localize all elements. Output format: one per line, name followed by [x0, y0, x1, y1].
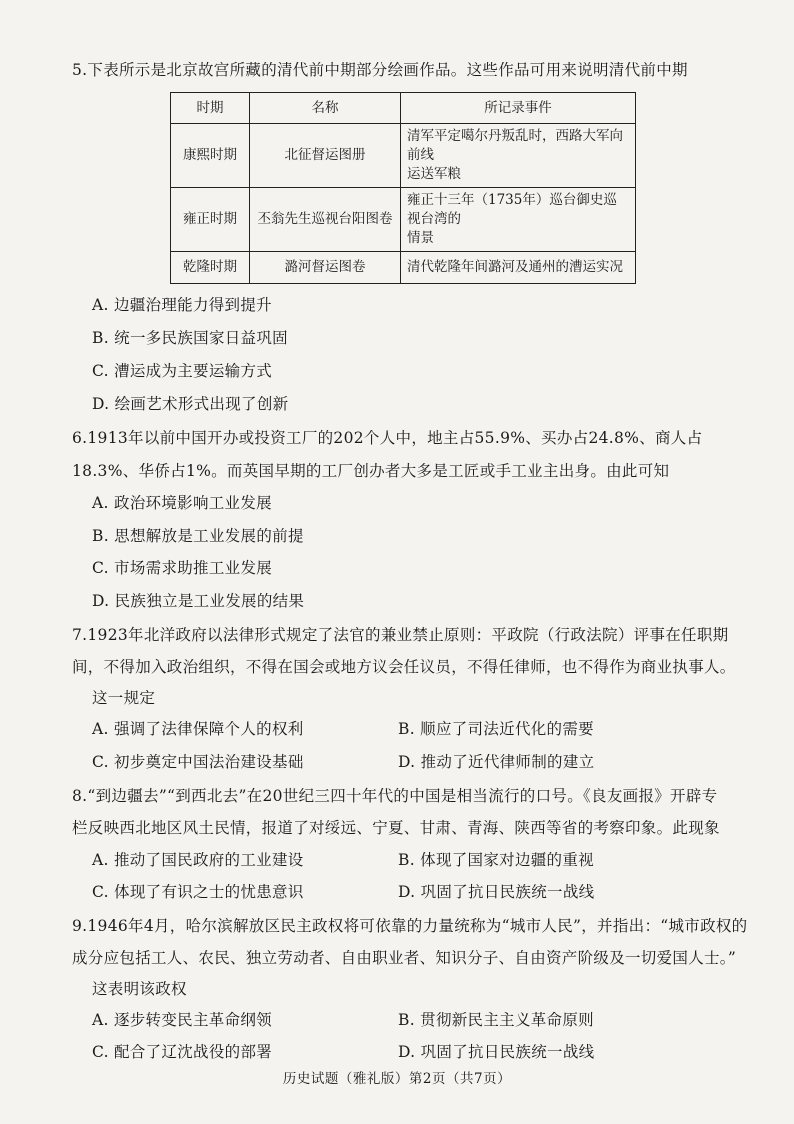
row-event-line2: 情景 — [407, 230, 434, 246]
q7-option-c: C. 初步奠定中国法治建设基础 — [92, 753, 304, 771]
q9-option-d: D. 巩固了抗日民族统一战线 — [398, 1043, 595, 1061]
q7-option-a: A. 强调了法律保障个人的权利 — [92, 720, 304, 738]
q6-stem-line2: 18.3%、华侨占1%。而英国早期的工厂创办者大多是工匠或手工业主出身。由此可知 — [72, 462, 670, 480]
q9-stem-line2: 成分应包括工人、农民、独立劳动者、自由职业者、知识分子、自由资产阶级及一切爱国人士。” — [72, 949, 737, 967]
table-header-event: 所记录事件 — [401, 93, 636, 124]
q6-option-b: B. 思想解放是工业发展的前提 — [92, 527, 304, 545]
table-header-name: 名称 — [250, 93, 401, 124]
row-event — [401, 124, 636, 188]
q5-stem: 5.下表所示是北京故宫所藏的清代前中期部分绘画作品。这些作品可用来说明清代前中期 — [72, 61, 688, 79]
q7-option-b: B. 顺应了司法近代化的需要 — [398, 720, 594, 738]
row-period: 康熙时期 — [171, 124, 250, 188]
q8-stem-line2: 栏反映西北地区风土民情，报道了对绥远、宁夏、甘肃、青海、陕西等省的考察印象。此现象 — [72, 819, 720, 837]
table-row — [171, 252, 636, 284]
q8-stem-line1: 8.“到边疆去”“到西北去”在20世纪三四十年代的中国是相当流行的口号。《良友画报》开辟专 — [72, 787, 718, 805]
q6-option-c: C. 市场需求助推工业发展 — [92, 559, 273, 577]
q7-option-d: D. 推动了近代律师制的建立 — [398, 753, 595, 771]
row-event-line1: 雍正十三年（1735年）巡台御史巡视台湾的 — [407, 192, 617, 227]
q5-option-d: D. 绘画艺术形式出现了创新 — [92, 395, 289, 413]
q9-option-b: B. 贯彻新民主主义革命原则 — [398, 1011, 594, 1029]
q5-option-c: C. 漕运成为主要运输方式 — [92, 362, 273, 380]
q5-option-b: B. 统一多民族国家日益巩固 — [92, 329, 288, 347]
q8-option-d: D. 巩固了抗日民族统一战线 — [398, 883, 595, 901]
q6-stem-line1: 6.1913年以前中国开办或投资工厂的202个人中，地主占55.9%、买办占24.8%、商人占 — [72, 429, 703, 447]
row-event: 清代乾隆年间潞河及通州的漕运实况 — [401, 252, 636, 284]
q6-option-a: A. 政治环境影响工业发展 — [92, 494, 272, 512]
q9-option-c: C. 配合了辽沈战役的部署 — [92, 1043, 273, 1061]
q5-table — [170, 92, 636, 284]
q8-option-a: A. 推动了国民政府的工业建设 — [92, 851, 304, 869]
table-header-period: 时期 — [171, 93, 250, 124]
table-row — [171, 124, 636, 188]
row-name: 北征督运图册 — [250, 124, 401, 188]
q8-option-c: C. 体现了有识之士的忧患意识 — [92, 883, 304, 901]
row-event-line2: 运送军粮 — [407, 166, 461, 182]
q9-option-a: A. 逐步转变民主革命纲领 — [92, 1011, 272, 1029]
page-footer: 历史试题（雅礼版）第2页（共7页） — [282, 1071, 512, 1087]
q9-stem-line1: 9.1946年4月，哈尔滨解放区民主政权将可依靠的力量统称为“城市人民”，并指出：“城市政权的 — [72, 917, 748, 935]
row-name: 丕翁先生巡视台阳图卷 — [250, 188, 401, 252]
q7-stem-line1: 7.1923年北洋政府以法律形式规定了法官的兼业禁止原则：平政院（行政法院）评事在任职期 — [72, 626, 729, 644]
q7-stem-line2: 间，不得加入政治组织，不得在国会或地方议会任议员，不得任律师，也不得作为商业执事人。 — [72, 658, 736, 676]
row-event-line1: 清军平定噶尔丹叛乱时，西路大军向前线 — [407, 128, 623, 163]
q9-stem-line3: 这表明该政权 — [92, 980, 187, 998]
q8-option-b: B. 体现了国家对边疆的重视 — [398, 851, 594, 869]
row-period: 乾隆时期 — [171, 252, 250, 284]
table-row — [171, 188, 636, 252]
q6-option-d: D. 民族独立是工业发展的结果 — [92, 592, 305, 610]
q5-option-a: A. 边疆治理能力得到提升 — [92, 296, 272, 314]
row-period: 雍正时期 — [171, 188, 250, 252]
row-event — [401, 188, 636, 252]
row-name: 潞河督运图卷 — [250, 252, 401, 284]
q7-stem-line3: 这一规定 — [92, 689, 156, 707]
table-header-row — [171, 93, 636, 124]
